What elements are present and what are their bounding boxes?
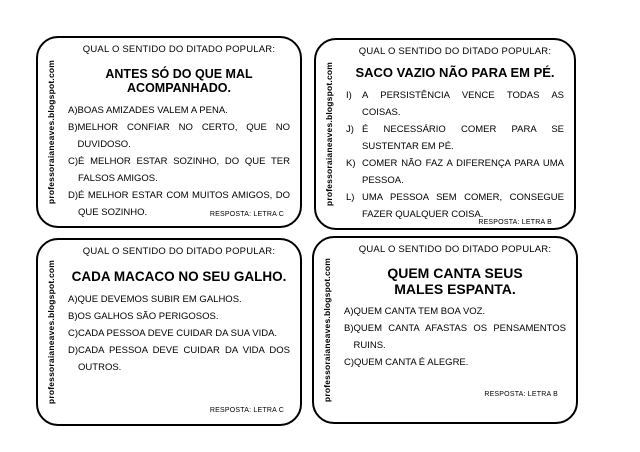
option-j: J) É NECESSÁRIO COMER PARA SE SUSTENTAR EM PÉ. <box>346 123 564 152</box>
option-c: C) CADA PESSOA DEVE CUIDAR DA SUA VIDA. <box>68 327 278 339</box>
question-header: QUAL O SENTIDO DO DITADO POPULAR: <box>82 246 276 257</box>
side-url: professoraianeaves.blogspot.com <box>46 59 56 205</box>
side-url: professoraianeaves.blogspot.com <box>322 257 332 403</box>
option-a: A) QUE DEVEMOS SUBIR EM GALHOS. <box>68 293 242 305</box>
question-header: QUAL O SENTIDO DO DITADO POPULAR: <box>82 44 276 55</box>
side-url: professoraianeaves.blogspot.com <box>324 61 334 207</box>
option-b: B) OS GALHOS SÃO PERIGOSOS. <box>68 310 219 322</box>
proverb-title: ANTES SÓ DO QUE MAL ACOMPANHADO. <box>105 67 253 96</box>
card-4 <box>312 236 578 424</box>
proverb-title: CADA MACACO NO SEU GALHO. <box>71 269 287 284</box>
answer-label: RESPOSTA: LETRA C <box>209 211 284 218</box>
question-header: QUAL O SENTIDO DO DITADO POPULAR: <box>358 46 552 57</box>
side-url: professoraianeaves.blogspot.com <box>46 259 56 405</box>
option-l: L) UMA PESSOA SEM COMER, CONSEGUE FAZER QUALQUER COISA. <box>346 191 564 220</box>
option-k: K) COMER NÃO FAZ A DIFERENÇA PARA UMA PESSOA. <box>346 157 564 186</box>
proverb-title: QUEM CANTA SEUS MALES ESPANTA. <box>387 265 523 298</box>
answer-label: RESPOSTA: LETRA B <box>484 391 558 398</box>
option-a: A) BOAS AMIZADES VALEM A PENA. <box>68 104 228 116</box>
card-3 <box>36 238 302 426</box>
card-1 <box>36 36 302 228</box>
answer-label: RESPOSTA: LETRA C <box>209 407 284 414</box>
options-list <box>68 102 290 221</box>
option-i: I) A PERSISTÊNCIA VENCE TODAS AS COISAS. <box>346 89 564 118</box>
question-header: QUAL O SENTIDO DO DITADO POPULAR: <box>358 244 552 255</box>
answer-label: RESPOSTA: LETRA B <box>478 219 552 226</box>
option-b: B) QUEM CANTA AFASTAS OS PENSAMENTOS RUINS. <box>344 323 566 352</box>
card-2 <box>314 38 576 230</box>
options-list <box>68 291 290 376</box>
option-c: C) QUEM CANTA É ALEGRE. <box>344 357 469 369</box>
options-list <box>346 87 564 223</box>
option-d: D) É MELHOR ESTAR COM MUITOS AMIGOS, DO QUE SOZINHO. <box>68 189 290 218</box>
options-list <box>344 303 566 371</box>
option-b: B) MELHOR CONFIAR NO CERTO, QUE NO DUVIDOSO. <box>68 121 290 150</box>
option-c: C) É MELHOR ESTAR SOZINHO, DO QUE TER FALSOS AMIGOS. <box>68 155 290 184</box>
proverb-title: SACO VAZIO NÃO PARA EM PÉ. <box>355 65 555 80</box>
option-d: D) CADA PESSOA DEVE CUIDAR DA VIDA DOS OUTROS. <box>68 344 290 373</box>
option-a: A) QUEM CANTA TEM BOA VOZ. <box>344 306 486 318</box>
